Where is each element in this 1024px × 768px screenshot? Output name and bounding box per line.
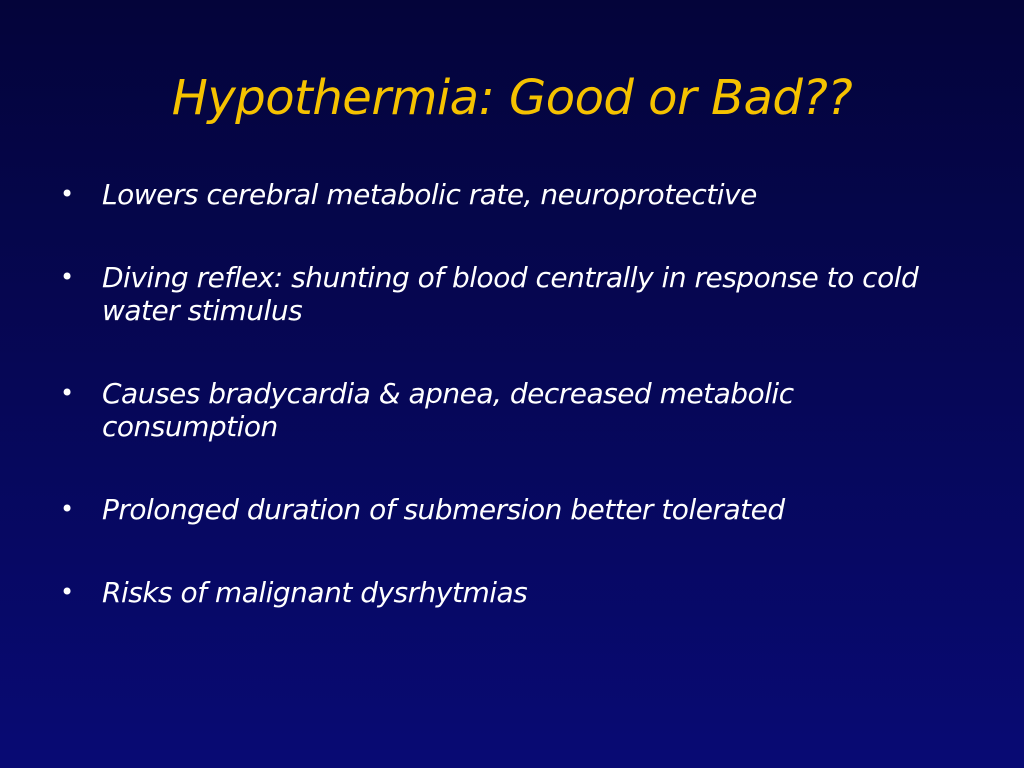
bullet-text: Risks of malignant dysrhytmias	[102, 576, 528, 609]
bullet-text: Prolonged duration of submersion better tolerated	[102, 493, 785, 526]
bullet-list	[60, 178, 960, 659]
bullet-text: Lowers cerebral metabolic rate, neuroprotective	[102, 178, 757, 211]
bullet-item	[60, 493, 960, 526]
bullet-item	[60, 261, 960, 327]
bullet-dot-icon: •	[60, 379, 74, 407]
bullet-dot-icon: •	[60, 263, 74, 291]
bullet-dot-icon: •	[60, 578, 74, 606]
bullet-dot-icon: •	[60, 180, 74, 208]
bullet-item	[60, 178, 960, 211]
bullet-dot-icon: •	[60, 495, 74, 523]
bullet-text: Diving reflex: shunting of blood centrally in response to cold water stimulus	[102, 261, 919, 327]
bullet-item	[60, 576, 960, 609]
bullet-text: Causes bradycardia & apnea, decreased metabolic consumption	[102, 377, 794, 443]
slide-title: Hypothermia: Good or Bad??	[171, 70, 853, 126]
bullet-item	[60, 377, 960, 443]
